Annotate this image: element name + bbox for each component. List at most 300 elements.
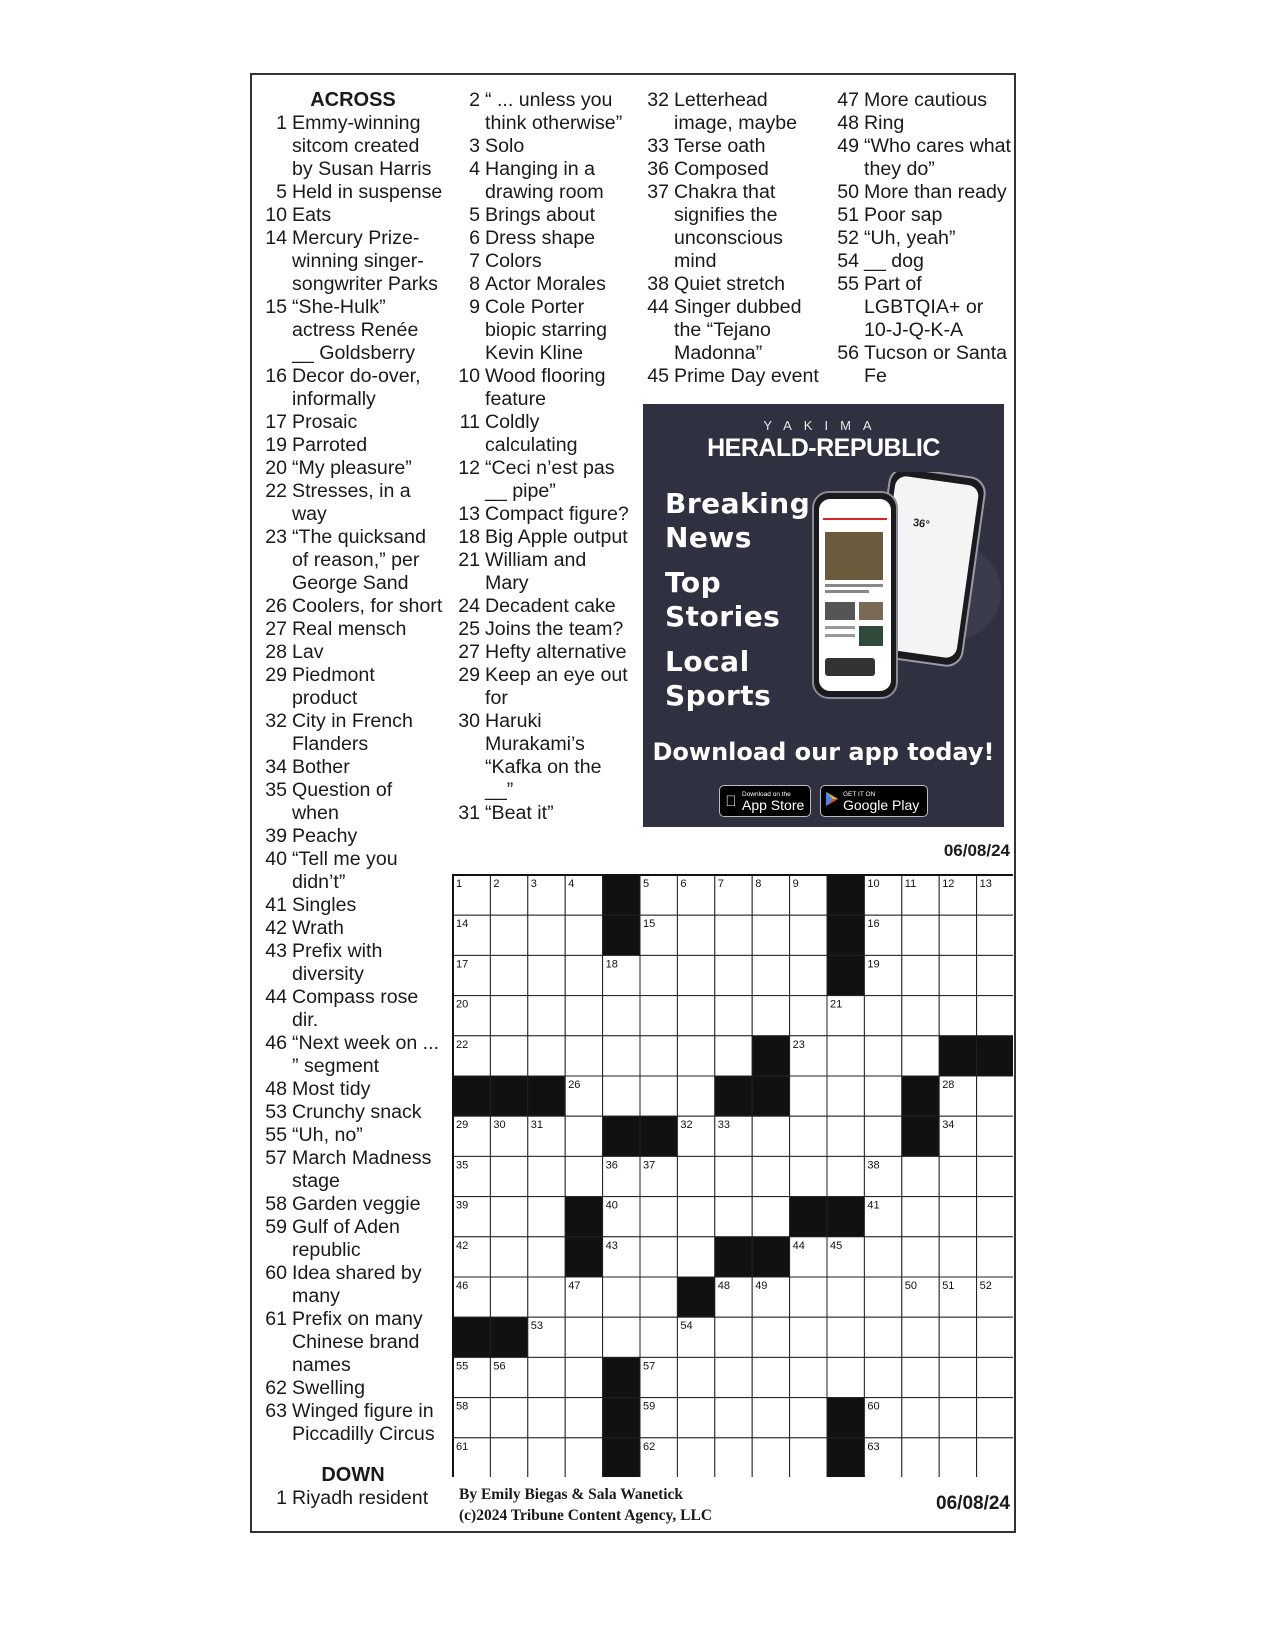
grid-cell[interactable] — [752, 1197, 789, 1237]
grid-cell[interactable] — [790, 1277, 827, 1317]
grid-cell[interactable] — [902, 915, 939, 955]
grid-cell[interactable] — [752, 1438, 789, 1477]
grid-cell[interactable] — [603, 1277, 640, 1317]
grid-cell[interactable] — [715, 955, 752, 995]
clue-text: Idea shared by many — [292, 1262, 422, 1307]
clue — [834, 227, 1016, 250]
clue — [262, 1124, 444, 1147]
grid-cell[interactable] — [939, 996, 976, 1036]
grid-cell[interactable] — [677, 1357, 714, 1397]
grid-cell[interactable] — [864, 1357, 901, 1397]
grid-cell[interactable] — [528, 915, 565, 955]
grid-cell[interactable] — [565, 955, 602, 995]
grid-cell[interactable] — [902, 955, 939, 995]
grid-cell[interactable] — [715, 1398, 752, 1438]
clue — [644, 365, 819, 388]
clue — [262, 710, 444, 756]
grid-cell[interactable] — [902, 1197, 939, 1237]
grid-cell[interactable] — [752, 1156, 789, 1196]
grid-cell[interactable] — [977, 915, 1013, 955]
clue — [455, 204, 630, 227]
clue-text: Eats — [292, 204, 332, 226]
grid-block — [565, 1197, 602, 1237]
crossword-grid[interactable] — [452, 874, 1013, 1477]
grid-cell[interactable] — [640, 1317, 677, 1357]
clue — [262, 296, 444, 365]
clue-number: 52 — [837, 227, 859, 249]
cell-number: 38 — [867, 1159, 880, 1172]
cell-number: 61 — [456, 1440, 469, 1453]
grid-cell[interactable] — [977, 1357, 1013, 1397]
cell-number: 26 — [568, 1079, 581, 1091]
clue — [262, 664, 444, 710]
grid-cell[interactable] — [565, 1036, 602, 1076]
grid-cell[interactable] — [640, 1237, 677, 1277]
cell-number: 7 — [717, 878, 724, 890]
cell-number: 16 — [867, 918, 880, 931]
clue-number: 54 — [837, 250, 859, 272]
clue-text: Terse oath — [674, 135, 766, 157]
grid-cell[interactable] — [490, 1036, 527, 1076]
cell-number: 39 — [456, 1199, 469, 1212]
clue — [455, 618, 630, 641]
clue — [455, 710, 630, 802]
grid-cell[interactable] — [977, 1116, 1013, 1156]
clue-number: 1 — [276, 1487, 287, 1509]
clue-text: “Who cares what they do” — [864, 135, 1012, 180]
cell-number: 17 — [456, 958, 469, 971]
clue-number: 26 — [265, 595, 287, 617]
grid-cell[interactable] — [528, 1156, 565, 1196]
grid-cell[interactable] — [752, 1116, 789, 1156]
clue-text: Actor Morales — [485, 273, 606, 295]
grid-cell[interactable] — [752, 1317, 789, 1357]
google-play-button[interactable] — [820, 785, 928, 817]
grid-cell[interactable] — [977, 1156, 1013, 1196]
clue-number: 33 — [647, 135, 669, 157]
clue-text: Gulf of Aden republic — [292, 1216, 400, 1261]
cell-number: 14 — [456, 918, 469, 931]
grid-cell[interactable] — [977, 1197, 1013, 1237]
clue — [455, 273, 630, 296]
clue-number: 9 — [469, 296, 480, 318]
google-play-label: Google Play — [843, 796, 920, 813]
cell-number: 54 — [680, 1320, 693, 1333]
grid-cell[interactable] — [490, 1156, 527, 1196]
grid-cell[interactable] — [603, 1317, 640, 1357]
clue — [262, 1400, 444, 1446]
clue — [262, 411, 444, 434]
grid-cell[interactable] — [640, 1036, 677, 1076]
grid-cell[interactable] — [752, 1398, 789, 1438]
grid-cell[interactable] — [977, 955, 1013, 995]
clue-number: 20 — [265, 457, 287, 479]
clue-number: 12 — [458, 457, 480, 479]
clue-text: William and Mary — [485, 549, 587, 594]
clue — [262, 434, 444, 457]
cell-number: 35 — [456, 1159, 469, 1172]
clue-number: 55 — [265, 1124, 287, 1146]
grid-cell[interactable] — [490, 1398, 527, 1438]
grid-cell[interactable] — [939, 955, 976, 995]
clue — [262, 480, 444, 526]
clue-number: 44 — [265, 986, 287, 1008]
grid-cell[interactable] — [490, 915, 527, 955]
clue — [834, 112, 1016, 135]
grid-cell[interactable] — [603, 1036, 640, 1076]
clue-text: Haruki Murakami’s “Kafka on the __” — [485, 710, 602, 801]
grid-cell[interactable] — [864, 996, 901, 1036]
grid-cell[interactable] — [790, 1076, 827, 1116]
grid-cell[interactable] — [790, 1156, 827, 1196]
clue — [262, 1078, 444, 1101]
grid-cell[interactable] — [528, 1237, 565, 1277]
clue — [455, 503, 630, 526]
clue-text: Decor do-over, informally — [292, 365, 421, 410]
clue-number: 42 — [265, 917, 287, 939]
cell-number: 41 — [867, 1199, 880, 1212]
cell-number: 40 — [605, 1199, 618, 1212]
grid-cell[interactable] — [827, 1156, 864, 1196]
grid-cell[interactable] — [715, 915, 752, 955]
clue-number: 50 — [837, 181, 859, 203]
grid-cell[interactable] — [565, 1156, 602, 1196]
clue-number: 5 — [276, 181, 287, 203]
app-store-button[interactable] — [719, 785, 811, 817]
clue-number: 32 — [265, 710, 287, 732]
grid-block — [603, 1398, 640, 1438]
cell-number: 8 — [755, 878, 762, 890]
app-advertisement[interactable] — [643, 404, 1004, 827]
cell-number: 15 — [643, 918, 656, 931]
grid-cell[interactable] — [677, 1156, 714, 1196]
grid-cell[interactable] — [715, 1197, 752, 1237]
cell-number: 19 — [867, 958, 880, 971]
grid-cell[interactable] — [864, 1036, 901, 1076]
clue — [834, 181, 1016, 204]
clue — [262, 1308, 444, 1377]
clue-text: Swelling — [292, 1377, 365, 1399]
cell-number: 46 — [456, 1280, 469, 1292]
grid-cell[interactable] — [528, 1036, 565, 1076]
grid-cell[interactable] — [864, 1317, 901, 1357]
cell-number: 31 — [530, 1119, 544, 1132]
grid-block — [453, 1317, 490, 1357]
clue — [262, 641, 444, 664]
clue — [455, 158, 630, 204]
grid-cell[interactable] — [490, 1438, 527, 1477]
grid-cell[interactable] — [490, 1197, 527, 1237]
grid-cell[interactable] — [528, 1197, 565, 1237]
grid-cell[interactable] — [528, 1277, 565, 1317]
grid-block — [603, 875, 640, 915]
clue-text: Stresses, in a way — [292, 480, 411, 525]
grid-cell[interactable] — [977, 996, 1013, 1036]
google-play-small-label: GET IT ON — [843, 790, 876, 798]
grid-cell[interactable] — [677, 996, 714, 1036]
clue-text: Keep an eye out for — [485, 664, 628, 709]
grid-cell[interactable] — [827, 1357, 864, 1397]
grid-cell[interactable] — [827, 1317, 864, 1357]
grid-cell[interactable] — [790, 1357, 827, 1397]
grid-cell[interactable] — [640, 1076, 677, 1116]
grid-cell[interactable] — [752, 996, 789, 1036]
clue-number: 5 — [469, 204, 480, 226]
clue-text: Winged figure in Piccadilly Circus — [292, 1400, 435, 1445]
grid-cell[interactable] — [790, 996, 827, 1036]
cell-number: 20 — [456, 998, 469, 1011]
grid-cell[interactable] — [640, 996, 677, 1036]
clue — [262, 112, 444, 181]
grid-cell[interactable] — [677, 1197, 714, 1237]
grid-cell[interactable] — [528, 996, 565, 1036]
clue-text: “Uh, no” — [292, 1124, 363, 1146]
apple-icon — [720, 793, 742, 810]
cell-number: 60 — [867, 1400, 880, 1413]
clue — [455, 595, 630, 618]
app-store-label: App Store — [742, 796, 805, 813]
cell-number: 13 — [979, 878, 992, 890]
grid-cell[interactable] — [752, 1357, 789, 1397]
grid-cell[interactable] — [752, 955, 789, 995]
grid-cell[interactable] — [977, 1398, 1013, 1438]
grid-cell[interactable] — [490, 996, 527, 1036]
grid-block — [827, 1438, 864, 1477]
cell-number: 25 — [979, 1038, 992, 1051]
grid-cell[interactable] — [715, 1357, 752, 1397]
clue-number: 45 — [647, 365, 669, 387]
grid-cell[interactable] — [528, 1398, 565, 1438]
clue — [834, 250, 1016, 273]
clue-number: 36 — [647, 158, 669, 180]
grid-cell[interactable] — [864, 1116, 901, 1156]
grid-cell[interactable] — [939, 1237, 976, 1277]
grid-cell[interactable] — [977, 1076, 1013, 1116]
cell-number: 23 — [792, 1038, 805, 1051]
grid-cell[interactable] — [902, 1317, 939, 1357]
grid-cell[interactable] — [677, 915, 714, 955]
grid-cell[interactable] — [939, 1197, 976, 1237]
cell-number: 33 — [717, 1119, 731, 1132]
grid-block — [565, 1237, 602, 1277]
grid-cell[interactable] — [939, 915, 976, 955]
grid-block — [902, 1116, 939, 1156]
cell-number: 10 — [867, 878, 880, 890]
clue-text: Big Apple output — [485, 526, 628, 548]
clue-text: Poor sap — [864, 204, 943, 226]
grid-block — [827, 875, 864, 915]
grid-cell[interactable] — [752, 915, 789, 955]
grid-cell[interactable] — [827, 1277, 864, 1317]
clue — [455, 457, 630, 503]
clue-number: 21 — [458, 549, 480, 571]
grid-cell[interactable] — [939, 1398, 976, 1438]
clue-number: 22 — [265, 480, 287, 502]
date-top: 06/08/24 — [943, 841, 1010, 860]
clue — [834, 342, 1016, 388]
cell-number: 36 — [605, 1159, 618, 1172]
clue — [262, 1193, 444, 1216]
grid-cell[interactable] — [677, 1036, 714, 1076]
clue-column-4 — [834, 89, 1016, 388]
byline-copyright: (c)2024 Tribune Content Agency, LLC — [459, 1507, 713, 1524]
clue — [262, 227, 444, 296]
grid-block — [827, 1197, 864, 1237]
cell-number: 11 — [904, 878, 917, 890]
clue — [262, 825, 444, 848]
clue-text: Compass rose dir. — [292, 986, 419, 1031]
cell-number: 56 — [493, 1360, 506, 1373]
clue-number: 15 — [265, 296, 287, 318]
grid-cell[interactable] — [640, 955, 677, 995]
grid-cell[interactable] — [827, 1076, 864, 1116]
grid-cell[interactable] — [827, 1116, 864, 1156]
grid-cell[interactable] — [565, 1116, 602, 1156]
grid-cell[interactable] — [790, 915, 827, 955]
grid-cell[interactable] — [640, 1197, 677, 1237]
clue-number: 23 — [265, 526, 287, 548]
cell-number: 55 — [456, 1360, 469, 1373]
grid-cell[interactable] — [490, 955, 527, 995]
grid-cell[interactable] — [565, 996, 602, 1036]
clue-number: 3 — [469, 135, 480, 157]
grid-block — [715, 1076, 752, 1116]
grid-cell[interactable] — [790, 1398, 827, 1438]
date-bottom: 06/08/24 — [936, 1493, 1010, 1514]
clue-number: 40 — [265, 848, 287, 870]
grid-block — [490, 1076, 527, 1116]
clue-number: 38 — [647, 273, 669, 295]
grid-cell[interactable] — [677, 1438, 714, 1477]
clue-number: 16 — [265, 365, 287, 387]
clue — [644, 89, 819, 135]
grid-cell[interactable] — [864, 1076, 901, 1116]
clue-text: Compact figure? — [485, 503, 629, 525]
grid-block — [752, 1036, 789, 1076]
clue-text: Letterhead image, maybe — [674, 89, 798, 134]
grid-cell[interactable] — [902, 1237, 939, 1277]
grid-cell[interactable] — [565, 915, 602, 955]
grid-cell[interactable] — [827, 1036, 864, 1076]
grid-cell[interactable] — [528, 955, 565, 995]
grid-cell[interactable] — [939, 1317, 976, 1357]
clue — [262, 940, 444, 986]
clue-text: Cole Porter biopic starring Kevin Kline — [485, 296, 607, 364]
clue-number: 41 — [265, 894, 287, 916]
clue-text: Quiet stretch — [674, 273, 786, 295]
grid-cell[interactable] — [640, 1277, 677, 1317]
grid-cell[interactable] — [715, 1438, 752, 1477]
grid-cell[interactable] — [528, 1357, 565, 1397]
clue — [834, 135, 1016, 181]
clue-text: “ ... unless you think otherwise” — [485, 89, 623, 134]
grid-cell[interactable] — [603, 996, 640, 1036]
grid-cell[interactable] — [977, 1237, 1013, 1277]
clue-number: 2 — [469, 89, 480, 111]
clue-number: 48 — [837, 112, 859, 134]
clue — [455, 135, 630, 158]
grid-cell[interactable] — [864, 1237, 901, 1277]
cell-number: 18 — [605, 958, 618, 971]
clue-number: 48 — [265, 1078, 287, 1100]
clue-text: Wrath — [292, 917, 344, 939]
clue-number: 25 — [458, 618, 480, 640]
grid-cell[interactable] — [790, 1317, 827, 1357]
grid-cell[interactable] — [790, 955, 827, 995]
app-store-small-label: Download on the — [742, 790, 791, 798]
clue-column-2 — [455, 89, 630, 825]
clue-number: 24 — [458, 595, 480, 617]
grid-cell[interactable] — [603, 1076, 640, 1116]
clue-text: Coldly calculating — [485, 411, 578, 456]
grid-cell[interactable] — [677, 1398, 714, 1438]
grid-cell[interactable] — [864, 1277, 901, 1317]
grid-cell[interactable] — [565, 1317, 602, 1357]
clue-text: Colors — [485, 250, 542, 272]
clue-text: Riyadh resident — [292, 1487, 429, 1509]
cell-number: 52 — [979, 1280, 992, 1292]
grid-cell[interactable] — [528, 1438, 565, 1477]
grid-cell[interactable] — [902, 1156, 939, 1196]
grid-cell[interactable] — [902, 996, 939, 1036]
grid-cell[interactable] — [902, 1398, 939, 1438]
grid-cell[interactable] — [902, 1036, 939, 1076]
grid-cell[interactable] — [902, 1438, 939, 1477]
clue-number: 10 — [265, 204, 287, 226]
clue — [262, 894, 444, 917]
cell-number: 34 — [942, 1119, 955, 1132]
grid-cell[interactable] — [939, 1357, 976, 1397]
grid-cell[interactable] — [715, 996, 752, 1036]
grid-cell[interactable] — [902, 1357, 939, 1397]
clue-column-1 — [262, 89, 444, 1510]
clue-number: 27 — [265, 618, 287, 640]
grid-cell[interactable] — [715, 1036, 752, 1076]
grid-cell[interactable] — [490, 1277, 527, 1317]
grid-block — [827, 1398, 864, 1438]
grid-cell[interactable] — [939, 1156, 976, 1196]
cell-number: 30 — [493, 1119, 506, 1132]
ad-kicker: YAKIMA — [763, 418, 884, 433]
clue-text: March Madness stage — [292, 1147, 432, 1192]
grid-cell[interactable] — [715, 1317, 752, 1357]
grid-cell[interactable] — [790, 1438, 827, 1477]
clue-text: Composed — [674, 158, 769, 180]
clue-number: 57 — [265, 1147, 287, 1169]
cell-number: 62 — [643, 1440, 656, 1453]
grid-cell[interactable] — [565, 1357, 602, 1397]
clue — [262, 595, 444, 618]
grid-cell[interactable] — [677, 955, 714, 995]
grid-cell[interactable] — [790, 1116, 827, 1156]
grid-cell[interactable] — [490, 1237, 527, 1277]
grid-cell[interactable] — [565, 1438, 602, 1477]
clue-text: Lav — [292, 641, 324, 663]
grid-cell[interactable] — [677, 1237, 714, 1277]
grid-cell[interactable] — [939, 1438, 976, 1477]
clue-text: Wood flooring feature — [485, 365, 606, 410]
grid-cell[interactable] — [715, 1156, 752, 1196]
clue — [262, 1032, 444, 1078]
cell-number: 3 — [530, 878, 537, 890]
cell-number: 32 — [680, 1119, 693, 1132]
clue — [262, 1377, 444, 1400]
grid-cell[interactable] — [977, 1317, 1013, 1357]
grid-cell[interactable] — [565, 1398, 602, 1438]
grid-cell[interactable] — [677, 1076, 714, 1116]
clue-text: “Beat it” — [485, 802, 554, 824]
grid-cell[interactable] — [977, 1438, 1013, 1477]
